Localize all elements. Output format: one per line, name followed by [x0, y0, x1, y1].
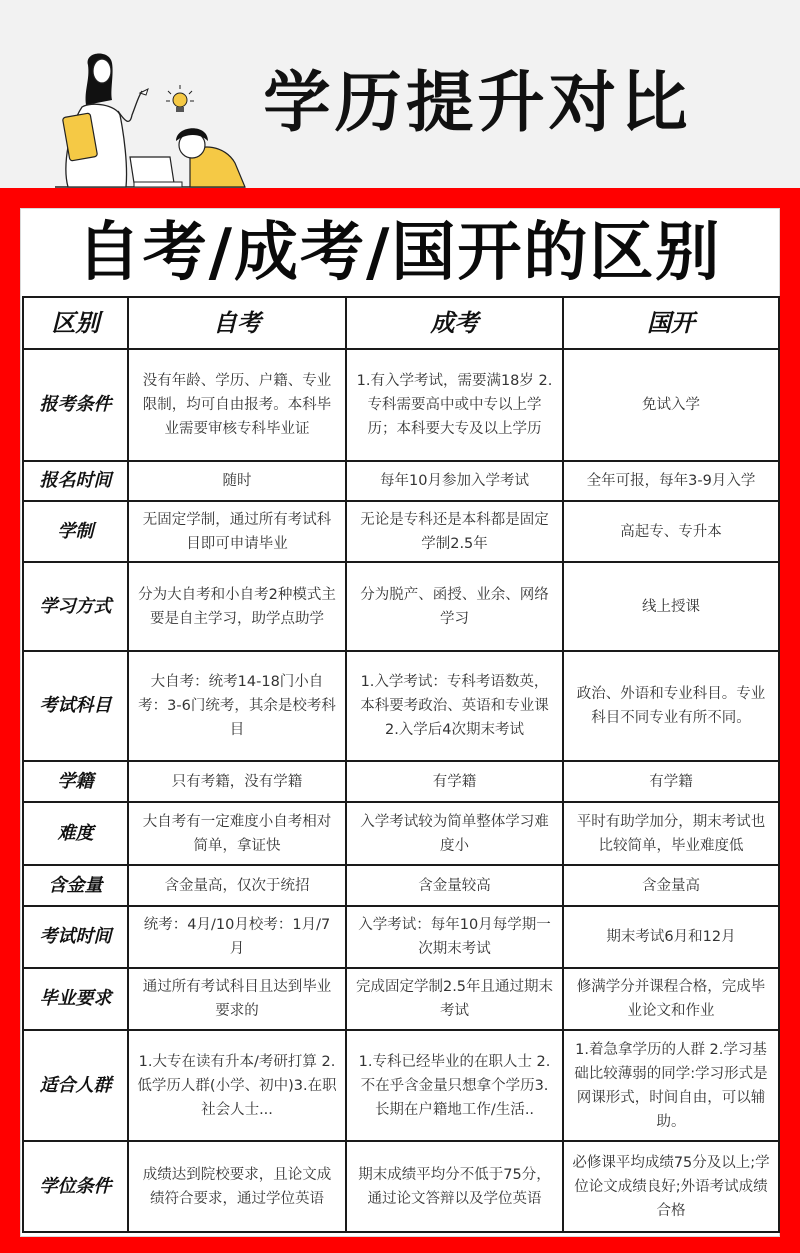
table-row: [23, 906, 779, 968]
table-row: [23, 1030, 779, 1141]
cell-zikao: 大自考有一定难度小自考相对简单，拿证快: [128, 802, 346, 865]
row-label: 含金量: [23, 865, 128, 906]
cell-guokai: 高起专、专升本: [563, 501, 779, 562]
cell-chengkao: 入学考试较为简单整体学习难度小: [346, 802, 563, 865]
cell-chengkao: 期末成绩平均分不低于75分，通过论文答辩以及学位英语: [346, 1141, 563, 1232]
cell-zikao: 统考：4月/10月校考：1月/7月: [128, 906, 346, 968]
comparison-table: [22, 296, 780, 1233]
table-row: [23, 461, 779, 501]
table-row: [23, 562, 779, 651]
cell-zikao: 1.大专在读有升本/考研打算 2.低学历人群(小学、初中)3.在职社会人士...: [128, 1030, 346, 1141]
table-row: [23, 865, 779, 906]
row-label: 报考条件: [23, 349, 128, 461]
row-label: 学习方式: [23, 562, 128, 651]
cell-chengkao: 分为脱产、函授、业余、网络学习: [346, 562, 563, 651]
row-label: 学位条件: [23, 1141, 128, 1232]
table-row: [23, 501, 779, 562]
table-row: [23, 651, 779, 761]
header-category: 区别: [23, 297, 128, 349]
cell-guokai: 平时有助学加分，期末考试也比较简单，毕业难度低: [563, 802, 779, 865]
cell-guokai: 政治、外语和专业科目。专业科目不同专业有所不同。: [563, 651, 779, 761]
cell-guokai: 有学籍: [563, 761, 779, 802]
row-label: 学制: [23, 501, 128, 562]
cell-chengkao: 1.有入学考试，需要满18岁 2.专科需要高中或中专以上学历；本科要大专及以上学历: [346, 349, 563, 461]
cell-chengkao: 每年10月参加入学考试: [346, 461, 563, 501]
row-label: 考试科目: [23, 651, 128, 761]
cell-chengkao: 入学考试：每年10月每学期一次期末考试: [346, 906, 563, 968]
cell-chengkao: 含金量较高: [346, 865, 563, 906]
row-label: 毕业要求: [23, 968, 128, 1030]
page-title: 自考/成考/国开的区别: [76, 216, 722, 290]
cell-zikao: 通过所有考试科目且达到毕业要求的: [128, 968, 346, 1030]
table-row: [23, 1141, 779, 1232]
teacher-student-illustration-icon: [40, 45, 260, 190]
cell-guokai: 全年可报，每年3-9月入学: [563, 461, 779, 501]
row-label: 难度: [23, 802, 128, 865]
cell-chengkao: 有学籍: [346, 761, 563, 802]
cell-zikao: 含金量高，仅次于统招: [128, 865, 346, 906]
cell-zikao: 无固定学制，通过所有考试科目即可申请毕业: [128, 501, 346, 562]
table-row: [23, 761, 779, 802]
header-zikao: 自考: [128, 297, 346, 349]
cell-zikao: 成绩达到院校要求，且论文成绩符合要求，通过学位英语: [128, 1141, 346, 1232]
header-guokai: 国开: [563, 297, 779, 349]
row-label: 适合人群: [23, 1030, 128, 1141]
cell-chengkao: 1.入学考试：专科考语数英，本科要考政治、英语和专业课2.入学后4次期末考试: [346, 651, 563, 761]
table-row: [23, 802, 779, 865]
header-chengkao: 成考: [346, 297, 563, 349]
cell-zikao: 随时: [128, 461, 346, 501]
cell-guokai: 含金量高: [563, 865, 779, 906]
header-area: [0, 0, 800, 188]
cell-guokai: 修满学分并课程合格，完成毕业论文和作业: [563, 968, 779, 1030]
cell-guokai: 必修课平均成绩75分及以上;学位论文成绩良好;外语考试成绩合格: [563, 1141, 779, 1232]
row-label: 考试时间: [23, 906, 128, 968]
cell-zikao: 大自考：统考14-18门小自考：3-6门统考，其余是校考科目: [128, 651, 346, 761]
cell-guokai: 线上授课: [563, 562, 779, 651]
row-label: 学籍: [23, 761, 128, 802]
cell-zikao: 只有考籍，没有学籍: [128, 761, 346, 802]
cell-chengkao: 1.专科已经毕业的在职人士 2.不在乎含金量只想拿个学历3.长期在户籍地工作/生活..: [346, 1030, 563, 1141]
table-row: [23, 349, 779, 461]
table-row: [23, 968, 779, 1030]
banner-title: 学历提升对比: [263, 64, 692, 141]
table-header-row: [23, 297, 779, 349]
cell-zikao: 分为大自考和小自考2种模式主要是自主学习，助学点助学: [128, 562, 346, 651]
cell-guokai: 期末考试6月和12月: [563, 906, 779, 968]
row-label: 报名时间: [23, 461, 128, 501]
cell-chengkao: 无论是专科还是本科都是固定学制2.5年: [346, 501, 563, 562]
cell-zikao: 没有年龄、学历、户籍、专业限制，均可自由报考。本科毕业需要审核专科毕业证: [128, 349, 346, 461]
cell-chengkao: 完成固定学制2.5年且通过期末考试: [346, 968, 563, 1030]
cell-guokai: 免试入学: [563, 349, 779, 461]
cell-guokai: 1.着急拿学历的人群 2.学习基础比较薄弱的同学:学习形式是网课形式，时间自由，可以辅助。: [563, 1030, 779, 1141]
